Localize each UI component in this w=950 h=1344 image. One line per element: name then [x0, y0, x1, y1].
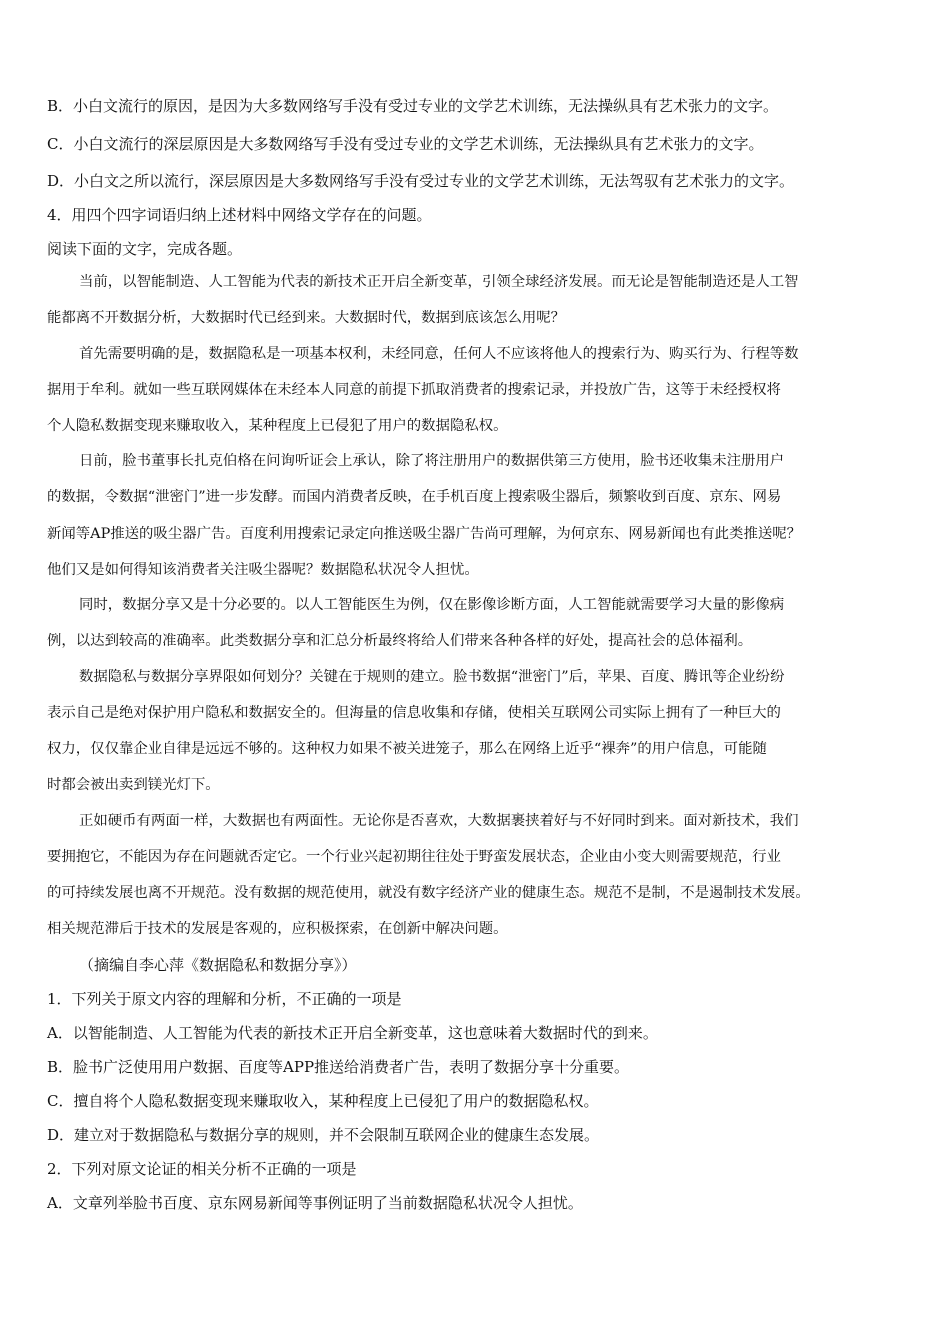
passage-line: 要拥抱它，不能因为存在问题就否定它。一个行业兴起初期往往处于野蛮发展状态，企业由小变大则需要规范，行业 [47, 849, 781, 865]
option-b-q3: B．小白文流行的原因，是因为大多数网络写手没有受过专业的文学艺术训练，无法操纵具有艺术张力的文字。 [47, 97, 779, 115]
passage-line: 正如硬币有两面一样，大数据也有两面性。无论你是否喜欢，大数据裹挟着好与不好同时到来。面对新技术，我们 [79, 813, 799, 829]
source-citation: （摘编自李心萍《数据隐私和数据分享》） [79, 956, 357, 974]
passage-line: 据用于牟利。就如一些互联网媒体在未经本人同意的前提下抓取消费者的搜索记录，并投放广告，这等于未经授权将 [47, 382, 781, 398]
passage-line: 权力，仅仅靠企业自律是远远不够的。这种权力如果不被关进笼子，那么在网络上近乎“裸奔”的用户信息，可能随 [47, 741, 767, 757]
passage-line: 的可持续发展也离不开规范。没有数据的规范使用，就没有数字经济产业的健康生态。规范不是制，不是遏制技术发展。 [47, 885, 810, 901]
option-d-q3: D．小白文之所以流行，深层原因是大多数网络写手没有受过专业的文学艺术训练，无法驾驭有艺术张力的文字。 [47, 172, 795, 190]
option-c-q1: C．擅自将个人隐私数据变现来赚取收入，某种程度上已侵犯了用户的数据隐私权。 [47, 1092, 599, 1110]
passage-line: 表示自己是绝对保护用户隐私和数据安全的。但海量的信息收集和存储，使相关互联网公司实际上拥有了一种巨大的 [47, 705, 781, 721]
passage-line: 个人隐私数据变现来赚取收入，某种程度上已侵犯了用户的数据隐私权。 [47, 418, 508, 434]
question-4: 4．用四个四字词语归纳上述材料中网络文学存在的问题。 [47, 206, 432, 224]
option-b-q1: B．脸书广泛使用用户数据、百度等APP推送给消费者广告，表明了数据分享十分重要。 [47, 1058, 630, 1076]
passage-line: 时都会被出卖到镁光灯下。 [47, 777, 220, 793]
option-a-q1: A．以智能制造、人工智能为代表的新技术正开启全新变革，这也意味着大数据时代的到来。 [47, 1024, 658, 1042]
option-d-q1: D．建立对于数据隐私与数据分享的规则，并不会限制互联网企业的健康生态发展。 [47, 1126, 600, 1144]
reading-instruction: 阅读下面的文字，完成各题。 [47, 240, 243, 258]
passage-line: 相关规范滞后于技术的发展是客观的，应积极探索，在创新中解决问题。 [47, 921, 508, 937]
passage-line: 的数据，令数据“泄密门”进一步发酵。而国内消费者反映，在手机百度上搜索吸尘器后，频繁收到百度、京东、网易 [47, 489, 782, 505]
question-2: 2．下列对原文论证的相关分析不正确的一项是 [47, 1160, 357, 1178]
option-a-q2: A．文章列举脸书百度、京东网易新闻等事例证明了当前数据隐私状况令人担忧。 [47, 1194, 583, 1212]
passage-line: 能都离不开数据分析，大数据时代已经到来。大数据时代，数据到底该怎么用呢？ [47, 310, 566, 326]
passage-line: 他们又是如何得知该消费者关注吸尘器呢？数据隐私状况令人担忧。 [47, 562, 479, 578]
passage-line: 新闻等AP推送的吸尘器广告。百度利用搜索记录定向推送吸尘器广告尚可理解，为何京东、网易新闻也有此类推送呢？ [47, 526, 802, 542]
passage-line: 首先需要明确的是，数据隐私是一项基本权利，未经同意，任何人不应该将他人的搜索行为、购买行为、行程等数 [79, 346, 799, 362]
passage-line: 日前，脸书董事长扎克伯格在问询听证会上承认，除了将注册用户的数据供第三方使用，脸书还收集未注册用户 [79, 453, 785, 469]
passage-line: 例，以达到较高的准确率。此类数据分享和汇总分析最终将给人们带来各种各样的好处，提高社会的总体福利。 [47, 633, 753, 649]
question-1: 1．下列关于原文内容的理解和分析，不正确的一项是 [47, 990, 402, 1008]
passage-line: 同时，数据分享又是十分必要的。以人工智能医生为例，仅在影像诊断方面，人工智能就需要学习大量的影像病 [79, 597, 785, 613]
passage-line: 当前，以智能制造、人工智能为代表的新技术正开启全新变革，引领全球经济发展。而无论是智能制造还是人工智 [79, 274, 799, 290]
option-c-q3: C．小白文流行的深层原因是大多数网络写手没有受过专业的文学艺术训练，无法操纵具有艺术张力的文字。 [47, 135, 764, 153]
passage-line: 数据隐私与数据分享界限如何划分？关键在于规则的建立。脸书数据“泄密门”后，苹果、百度、腾讯等企业纷纷 [79, 669, 785, 685]
